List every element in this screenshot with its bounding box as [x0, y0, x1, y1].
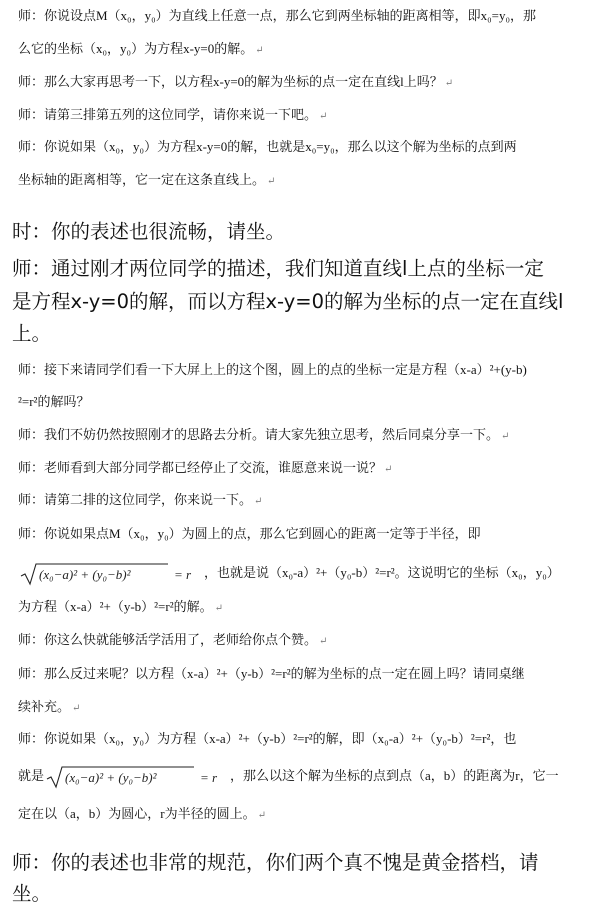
paragraph-mark: ↵: [319, 636, 328, 647]
svg-text:= r: = r: [174, 567, 192, 582]
distance-formula: [46, 765, 228, 789]
paragraph-line: 么它的坐标（x₀，y₀）为方程x-y=0的解。 ↵: [18, 41, 264, 56]
paragraph-line-large: 时：你的表述也很流畅，请坐。: [12, 220, 286, 243]
paragraph-mark: ↵: [444, 78, 454, 89]
paragraph-line: 坐标轴的距离相等，它一定在这条直线上。 ↵: [18, 172, 276, 187]
svg-text:= r: = r: [200, 770, 218, 785]
paragraph-mark: ↵: [384, 464, 393, 475]
paragraph-mark: ↵: [267, 176, 276, 187]
paragraph-mark: ↵: [319, 111, 328, 122]
distance-formula: [20, 562, 202, 586]
paragraph-line: ²=r²的解吗？: [18, 394, 90, 409]
paragraph-line: 师：接下来请同学们看一下大屏上上的这个图，圆上的点的坐标一定是方程（x-a）²+(y-b): [18, 362, 527, 377]
paragraph-line: 师：那么大家再思考一下，以方程x-y=0的解为坐标的点一定在直线l上吗？ ↵: [18, 74, 454, 89]
paragraph-line: 师：你说如果点M（x₀，y₀）为圆上的点，那么它到圆心的距离一定等于半径，即: [18, 526, 481, 541]
paragraph-mark: ↵: [257, 810, 266, 821]
paragraph-line: 续补充。 ↵: [18, 699, 81, 714]
paragraph-mark: ↵: [214, 603, 224, 614]
paragraph-line: 师：你这么快就能够活学活用了，老师给你点个赞。 ↵: [18, 632, 328, 647]
svg-text:(x₀−a)² + (y₀−b)²: (x₀−a)² + (y₀−b)²: [65, 770, 157, 785]
paragraph-line: 定在以（a，b）为圆心，r为半径的圆上。 ↵: [18, 806, 266, 821]
paragraph-line: 师：你说如果（x₀，y₀）为方程（x-a）²+（y-b）²=r²的解，即（x₀-a）²+（y₀-b）²=r²，也: [18, 731, 517, 746]
paragraph-line: 就是 (x₀−a)² + (y₀−b)² = r ，那么以这个解为坐标的点到点（a，b）的距离为r，它一: [18, 765, 603, 789]
paragraph-line: 师：请第二排的这位同学，你来说一下。 ↵: [18, 492, 263, 507]
paragraph-line: 师：你说如果（x₀，y₀）为方程x-y=0的解，也就是x₀=y₀，那么以这个解为坐标的点到两: [18, 139, 517, 154]
paragraph-mark: ↵: [501, 431, 510, 442]
paragraph-line: 师：请第三排第五列的这位同学，请你来说一下吧。 ↵: [18, 107, 328, 122]
paragraph-mark: ↵: [255, 45, 264, 56]
paragraph-line: 师：那么反过来呢？以方程（x-a）²+（y-b）²=r²的解为坐标的点一定在圆上吗？请同桌继: [18, 666, 525, 681]
paragraph-line: 师：我们不妨仍然按照刚才的思路去分析。请大家先独立思考，然后同桌分享一下。 ↵: [18, 427, 510, 442]
paragraph-line-large: 上。: [12, 322, 52, 345]
paragraph-line-large: 坐。: [12, 882, 52, 905]
paragraph-line: (x₀−a)² + (y₀−b)² = r ，也就是说（x₀-a）²+（y₀-b）²=r²。这说明它的坐标（x₀，y₀）: [18, 562, 603, 586]
paragraph-line: 为方程（x-a）²+（y-b）²=r²的解。 ↵: [18, 599, 224, 614]
sqrt-formula-svg: [46, 765, 228, 789]
paragraph-line-large: 是方程x-y=0的解，而以方程x-y=0的解为坐标的点一定在直线l: [12, 290, 564, 313]
sqrt-formula-svg: [20, 562, 202, 586]
paragraph-line-large: 师：你的表述也非常的规范，你们两个真不愧是黄金搭档，请: [12, 851, 539, 874]
paragraph-line-large: 师：通过刚才两位同学的描述，我们知道直线l上点的坐标一定: [12, 257, 544, 280]
paragraph-line: 师：你说设点M（x₀，y₀）为直线上任意一点，那么它到两坐标轴的距离相等，即x₀=y₀，那: [18, 8, 537, 23]
paragraph-line: 师：老师看到大部分同学都已经停止了交流，谁愿意来说一说？ ↵: [18, 460, 393, 475]
svg-text:(x₀−a)² + (y₀−b)²: (x₀−a)² + (y₀−b)²: [39, 567, 131, 582]
paragraph-mark: ↵: [254, 496, 263, 507]
paragraph-mark: ↵: [72, 703, 81, 714]
